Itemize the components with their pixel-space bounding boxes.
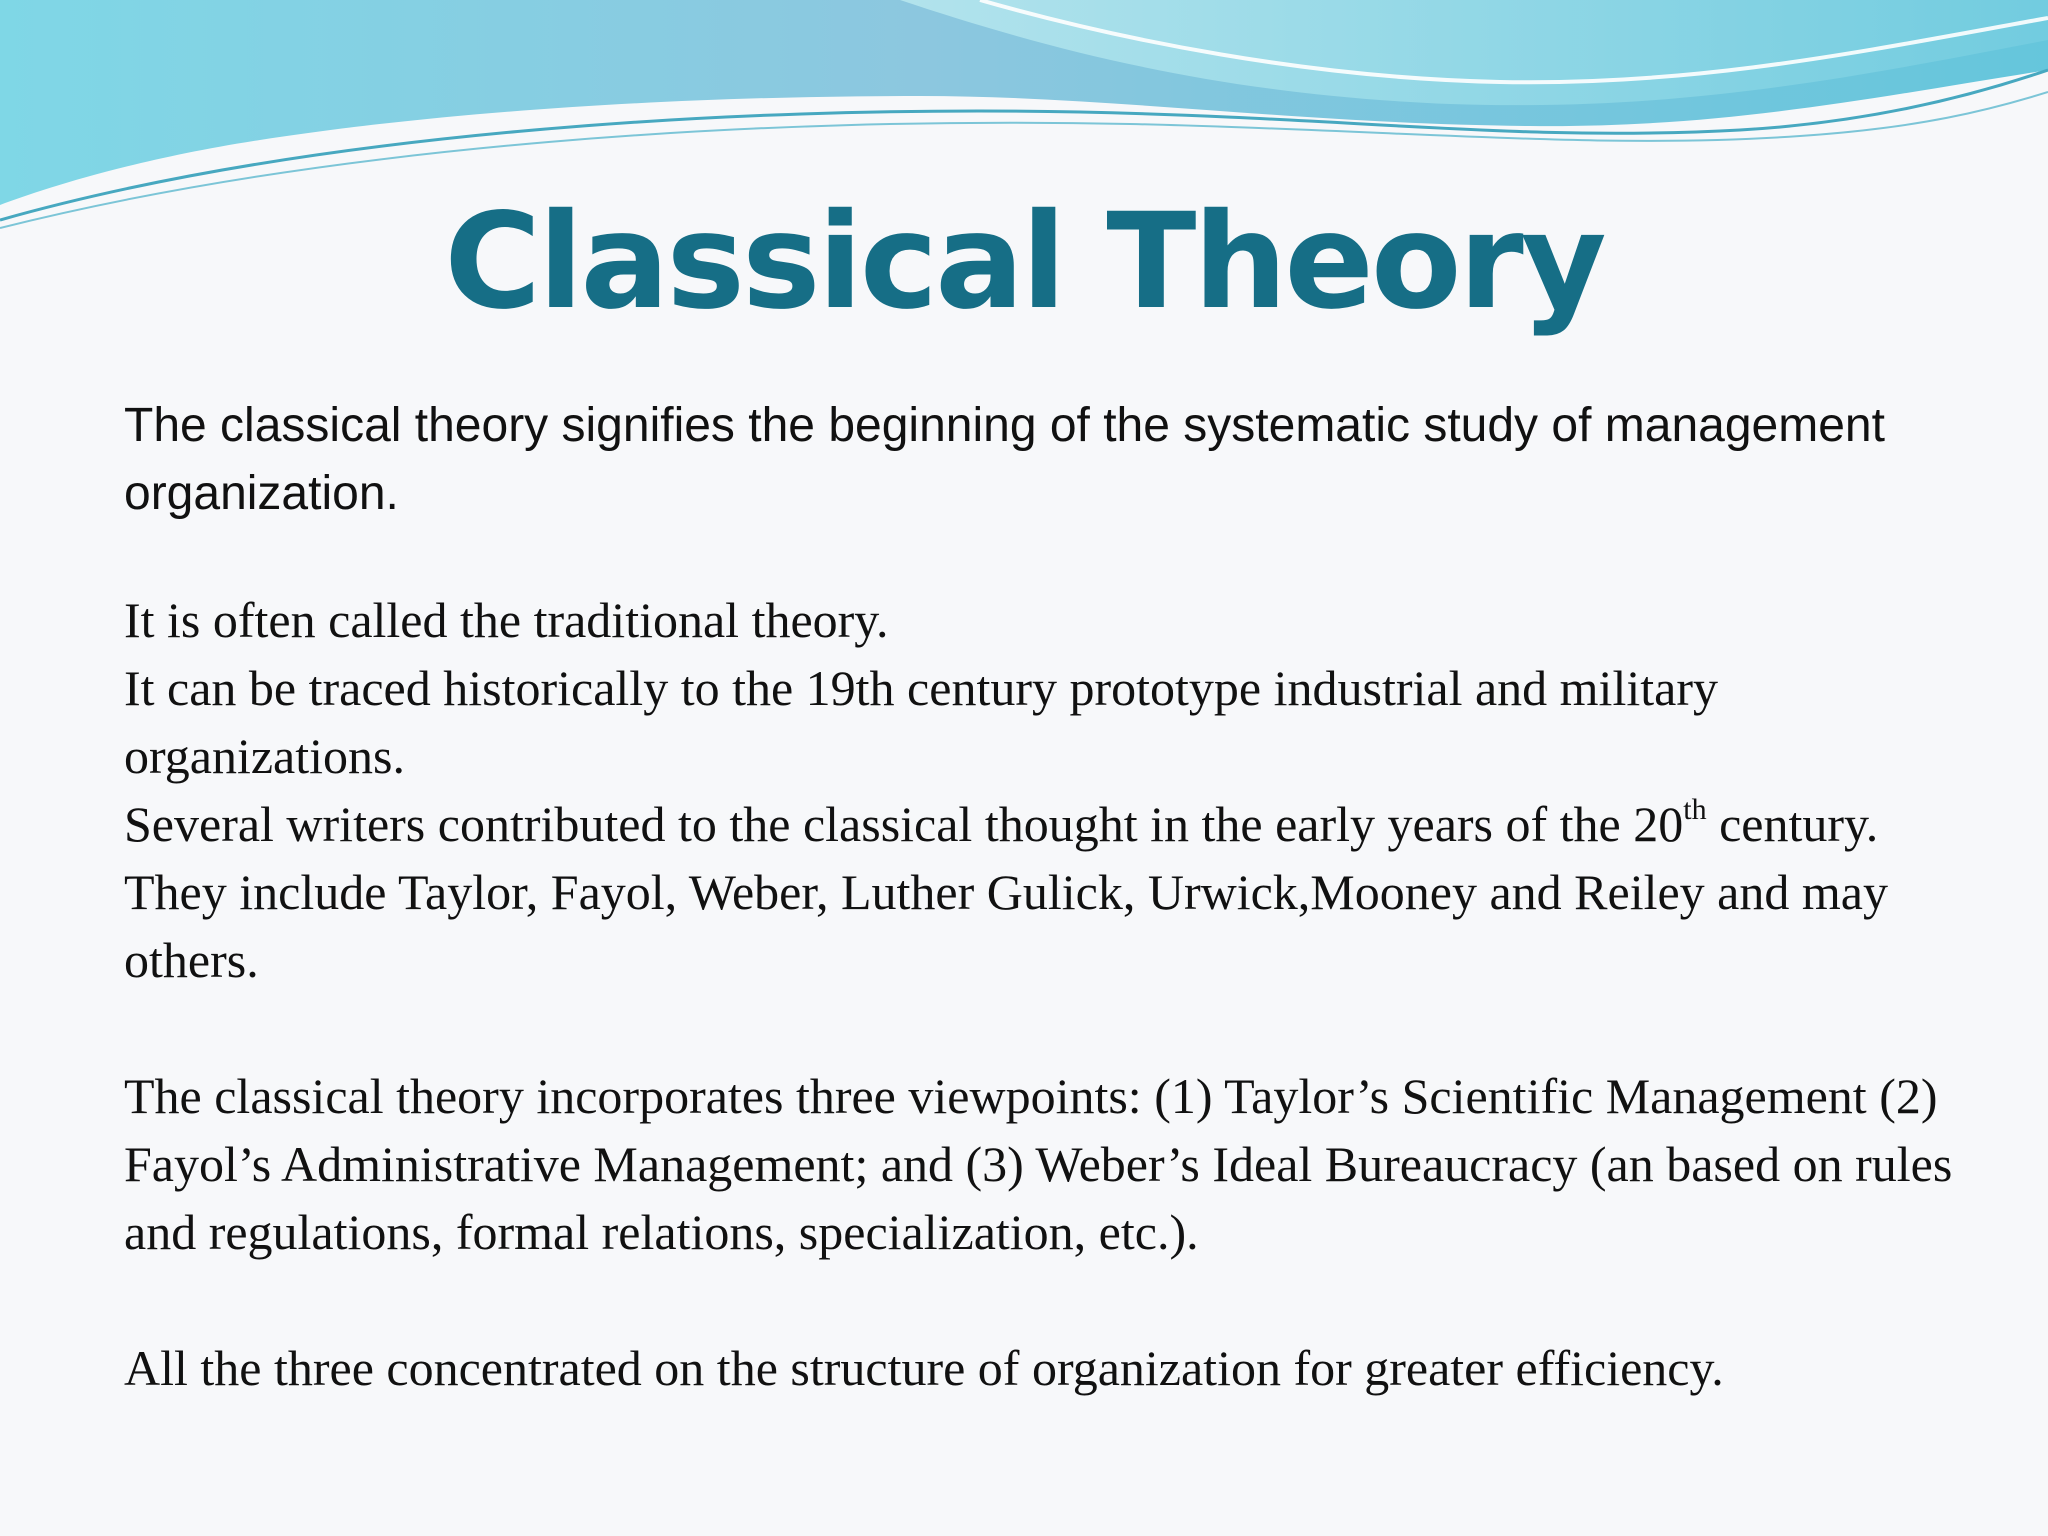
body-line-viewpoints: The classical theory incorporates three viewpoints: (1) Taylor’s Scientific Management (2) Fayol’s Administrative Management; and (3) Weber’s Ideal Bureaucracy (an based on rules and regulations, formal relations, specialization, etc.). (124, 1068, 1953, 1260)
body-line-traditional: It is often called the traditional theory. (124, 592, 889, 648)
writers-text-before: Several writers contributed to the classical thought in the early years of the 20 (124, 796, 1684, 852)
body-line-efficiency: All the three concentrated on the structure of organization for greater efficiency. (124, 1340, 1724, 1396)
body-text (124, 586, 1984, 1402)
slide-title: Classical Theory (444, 185, 1604, 339)
writers-text-after: century. They include Taylor, Fayol, Weber, Luther Gulick, Urwick,Mooney and Reiley and may others. (124, 796, 1888, 988)
paragraph-gap (124, 994, 1984, 1062)
paragraph-gap (124, 1266, 1984, 1334)
body-line-historical: It can be traced historically to the 19th century prototype industrial and military organizations. (124, 660, 1718, 784)
body-line-writers (124, 790, 1984, 994)
superscript-th: th (1683, 793, 1707, 827)
intro-paragraph: The classical theory signifies the beginning of the systematic study of management organization. (124, 399, 1885, 520)
